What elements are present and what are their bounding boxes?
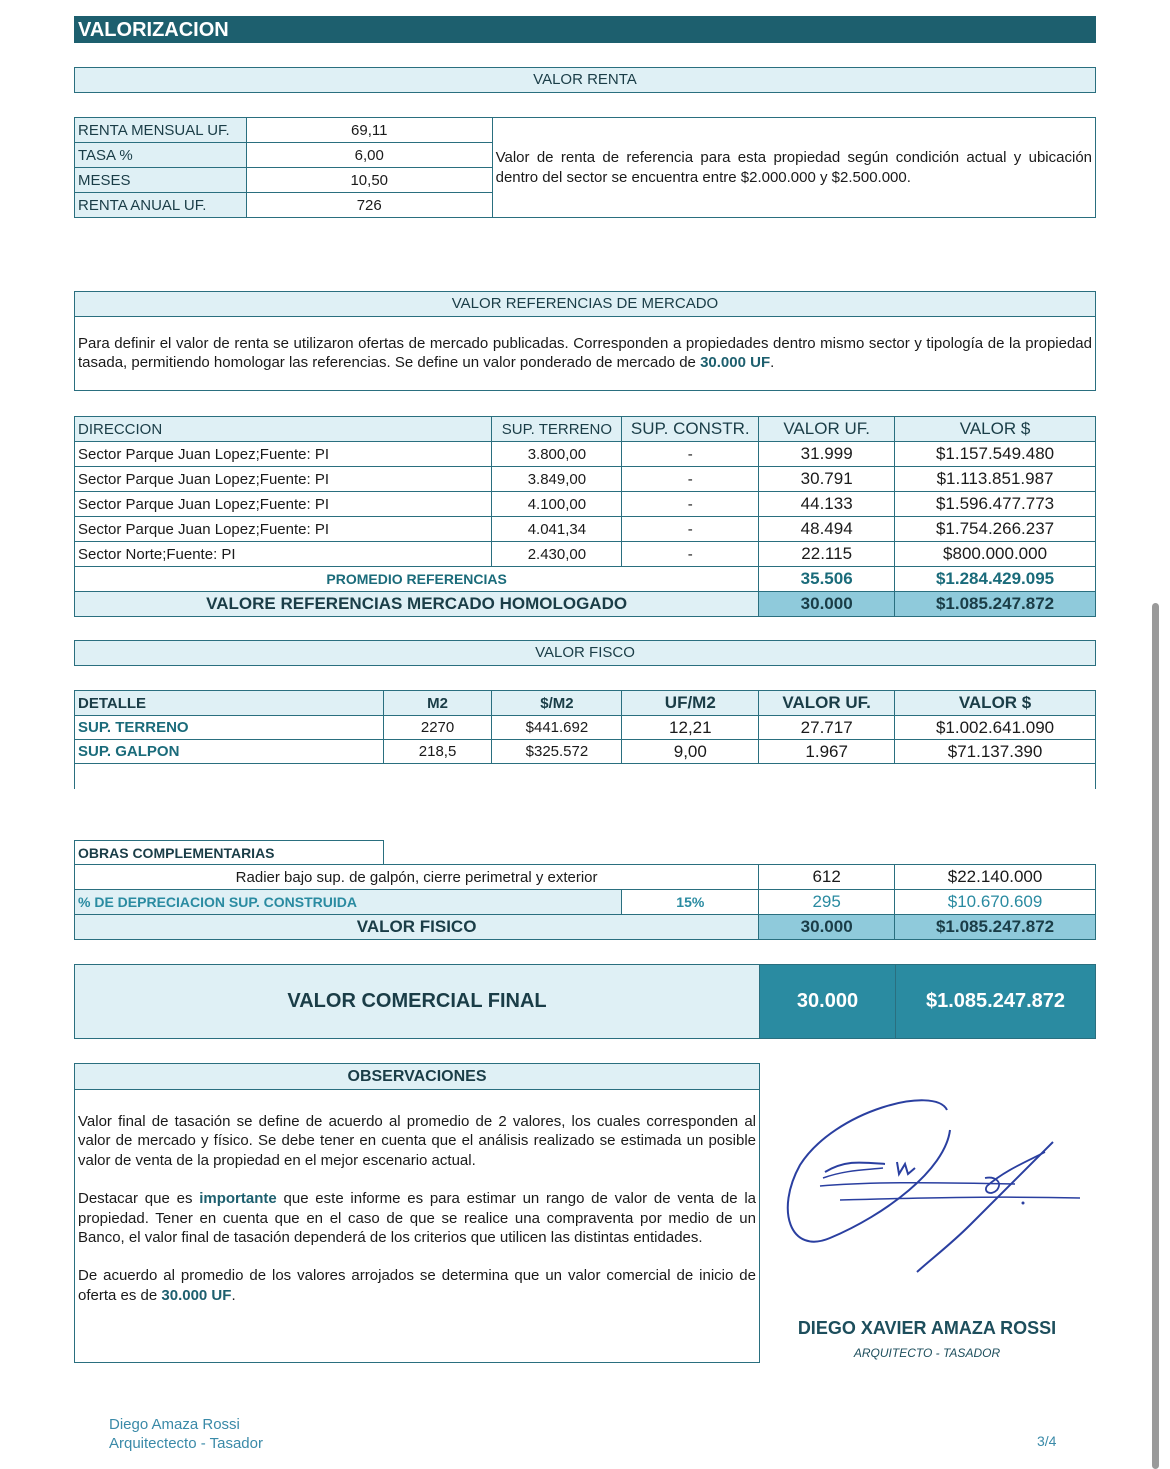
dep-uf: 295 bbox=[759, 890, 895, 915]
mercado-text-part: Para definir el valor de renta se utilizaron ofertas de mercado publicadas. Corresponden a propiedades dentro mismo sector y tipología de la propiedad tasada, permitiendo homologar las referencias. Se define un valor ponderado de mercado de bbox=[78, 335, 1092, 371]
scrollbar[interactable] bbox=[1152, 603, 1159, 1469]
ref-clp: $1.157.549.480 bbox=[895, 442, 1096, 467]
ref-clp: $800.000.000 bbox=[895, 542, 1096, 567]
ref-terreno: 3.849,00 bbox=[492, 467, 622, 492]
col-header: DETALLE bbox=[75, 691, 384, 716]
observaciones-p3 bbox=[75, 1266, 759, 1305]
table-row bbox=[75, 542, 1096, 567]
ref-address: Sector Parque Juan Lopez;Fuente: PI bbox=[75, 517, 492, 542]
ref-address: Sector Norte;Fuente: PI bbox=[75, 542, 492, 567]
renta-label: RENTA MENSUAL UF. bbox=[75, 118, 247, 143]
obras-uf: 612 bbox=[759, 865, 895, 890]
obs-text: que este informe es para estimar un rango de valor de venta de la propiedad. Tener en cuenta que en el caso de que se realice una compraventa por medio de un Banco, el valor final de tasación dependerá de los criterios que utilicen las distintas entidades. bbox=[78, 1190, 756, 1247]
obras-table bbox=[74, 864, 1096, 940]
fisico-clp: $71.137.390 bbox=[895, 740, 1096, 764]
table-row bbox=[75, 492, 1096, 517]
final-clp: $1.085.247.872 bbox=[895, 964, 1096, 1039]
col-header: UF/M2 bbox=[622, 691, 759, 716]
fisico-detalle: SUP. GALPON bbox=[75, 740, 384, 764]
col-header: VALOR UF. bbox=[759, 417, 895, 442]
obs-text: De acuerdo al promedio de los valores arrojados se determina que un valor comercial de inicio de oferta es de bbox=[78, 1267, 756, 1304]
ref-clp: $1.754.266.237 bbox=[895, 517, 1096, 542]
ref-terreno: 4.100,00 bbox=[492, 492, 622, 517]
table-row bbox=[75, 716, 1096, 740]
renta-label: TASA % bbox=[75, 143, 247, 168]
ref-terreno: 2.430,00 bbox=[492, 542, 622, 567]
ref-uf: 22.115 bbox=[759, 542, 895, 567]
observaciones-p1: Valor final de tasación se define de acuerdo al promedio de 2 valores, los cuales corresponden al valor de mercado y físico. Se debe tener en cuenta que el análisis realizado se estimada un posible valor de venta de la propiedad en el mejor escenario actual. bbox=[78, 1113, 756, 1169]
homologado-uf: 30.000 bbox=[759, 592, 895, 617]
fisico-clp-m2: $325.572 bbox=[492, 740, 622, 764]
ref-constr: - bbox=[622, 492, 759, 517]
renta-value: 726 bbox=[246, 193, 492, 218]
observaciones-p2 bbox=[75, 1189, 759, 1247]
mercado-value-highlight: 30.000 UF bbox=[700, 354, 771, 371]
obras-label: OBRAS COMPLEMENTARIAS bbox=[74, 840, 384, 865]
mercado-text-end: . bbox=[770, 354, 775, 371]
ref-address: Sector Parque Juan Lopez;Fuente: PI bbox=[75, 442, 492, 467]
obras-desc: Radier bajo sup. de galpón, cierre perimetral y exterior bbox=[75, 865, 759, 890]
dep-label: % DE DEPRECIACION SUP. CONSTRUIDA bbox=[75, 890, 622, 915]
ref-constr: - bbox=[622, 517, 759, 542]
renta-value: 6,00 bbox=[246, 143, 492, 168]
promedio-uf: 35.506 bbox=[759, 567, 895, 592]
homologado-clp: $1.085.247.872 bbox=[895, 592, 1096, 617]
obs-highlight: importante bbox=[199, 1190, 277, 1208]
fisico-total-label: VALOR FISICO bbox=[75, 915, 759, 940]
ref-clp: $1.113.851.987 bbox=[895, 467, 1096, 492]
ref-terreno: 4.041,34 bbox=[492, 517, 622, 542]
col-header: VALOR $ bbox=[895, 417, 1096, 442]
fisico-m2: 2270 bbox=[383, 716, 492, 740]
obs-text: Destacar que es bbox=[78, 1190, 200, 1208]
page-number: 3/4 bbox=[1037, 1433, 1057, 1449]
promedio-label: PROMEDIO REFERENCIAS bbox=[75, 567, 759, 592]
final-label: VALOR COMERCIAL FINAL bbox=[74, 964, 760, 1039]
table-row bbox=[75, 740, 1096, 764]
renta-label: MESES bbox=[75, 168, 247, 193]
mercado-text-box bbox=[74, 316, 1096, 391]
ref-address: Sector Parque Juan Lopez;Fuente: PI bbox=[75, 467, 492, 492]
fisico-empty-row bbox=[74, 764, 1096, 789]
ref-terreno: 3.800,00 bbox=[492, 442, 622, 467]
ref-uf: 48.494 bbox=[759, 517, 895, 542]
footer-role: Arquitectecto - Tasador bbox=[109, 1435, 263, 1452]
mercado-header: VALOR REFERENCIAS DE MERCADO bbox=[74, 291, 1096, 317]
obs-text: . bbox=[231, 1286, 236, 1304]
homologado-row bbox=[75, 592, 1096, 617]
ref-constr: - bbox=[622, 542, 759, 567]
homologado-label: VALORE REFERENCIAS MERCADO HOMOLOGADO bbox=[75, 592, 759, 617]
section-title: VALORIZACION bbox=[74, 16, 1096, 43]
fisico-uf-m2: 9,00 bbox=[622, 740, 759, 764]
fisico-uf: 27.717 bbox=[759, 716, 895, 740]
fisico-uf: 1.967 bbox=[759, 740, 895, 764]
fisico-uf-m2: 12,21 bbox=[622, 716, 759, 740]
obras-clp: $22.140.000 bbox=[895, 865, 1096, 890]
dep-clp: $10.670.609 bbox=[895, 890, 1096, 915]
promedio-row bbox=[75, 567, 1096, 592]
fisico-total-clp: $1.085.247.872 bbox=[895, 915, 1096, 940]
col-header: M2 bbox=[383, 691, 492, 716]
renta-header: VALOR RENTA bbox=[74, 67, 1096, 93]
fisico-m2: 218,5 bbox=[383, 740, 492, 764]
total-row bbox=[75, 915, 1096, 940]
table-row bbox=[75, 467, 1096, 492]
ref-constr: - bbox=[622, 442, 759, 467]
renta-value: 69,11 bbox=[246, 118, 492, 143]
col-header: VALOR $ bbox=[895, 691, 1096, 716]
ref-address: Sector Parque Juan Lopez;Fuente: PI bbox=[75, 492, 492, 517]
signer-role: ARQUITECTO - TASADOR bbox=[853, 1346, 1001, 1360]
fisico-table bbox=[74, 690, 1096, 764]
ref-clp: $1.596.477.773 bbox=[895, 492, 1096, 517]
signature-image bbox=[775, 1090, 1090, 1280]
renta-value: 10,50 bbox=[246, 168, 492, 193]
observaciones-box bbox=[74, 1063, 760, 1363]
table-row bbox=[75, 890, 1096, 915]
ref-uf: 44.133 bbox=[759, 492, 895, 517]
col-header: VALOR UF. bbox=[759, 691, 895, 716]
col-header: DIRECCION bbox=[75, 417, 492, 442]
mercado-text bbox=[75, 316, 1095, 376]
fisico-detalle: SUP. TERRENO bbox=[75, 716, 384, 740]
col-header: SUP. TERRENO bbox=[492, 417, 622, 442]
footer-name: Diego Amaza Rossi bbox=[109, 1416, 240, 1433]
mercado-table bbox=[74, 416, 1096, 617]
table-row bbox=[75, 865, 1096, 890]
renta-table bbox=[74, 117, 1096, 218]
table-row bbox=[75, 442, 1096, 467]
observaciones-header: OBSERVACIONES bbox=[75, 1064, 759, 1090]
renta-note: Valor de renta de referencia para esta propiedad según condición actual y ubicación dentro del sector se encuentra entre $2.000.000 y $2.500.000. bbox=[492, 118, 1095, 218]
fisico-header: VALOR FISCO bbox=[74, 640, 1096, 666]
signer-name: DIEGO XAVIER AMAZA ROSSI bbox=[797, 1318, 1057, 1338]
col-header: SUP. CONSTR. bbox=[622, 417, 759, 442]
ref-constr: - bbox=[622, 467, 759, 492]
fisico-total-uf: 30.000 bbox=[759, 915, 895, 940]
renta-label: RENTA ANUAL UF. bbox=[75, 193, 247, 218]
obs-highlight: 30.000 UF bbox=[161, 1286, 232, 1304]
final-uf: 30.000 bbox=[759, 964, 896, 1039]
fisico-clp: $1.002.641.090 bbox=[895, 716, 1096, 740]
dep-pct: 15% bbox=[622, 890, 759, 915]
ref-uf: 31.999 bbox=[759, 442, 895, 467]
fisico-clp-m2: $441.692 bbox=[492, 716, 622, 740]
col-header: $/M2 bbox=[492, 691, 622, 716]
table-row bbox=[75, 517, 1096, 542]
promedio-clp: $1.284.429.095 bbox=[895, 567, 1096, 592]
ref-uf: 30.791 bbox=[759, 467, 895, 492]
